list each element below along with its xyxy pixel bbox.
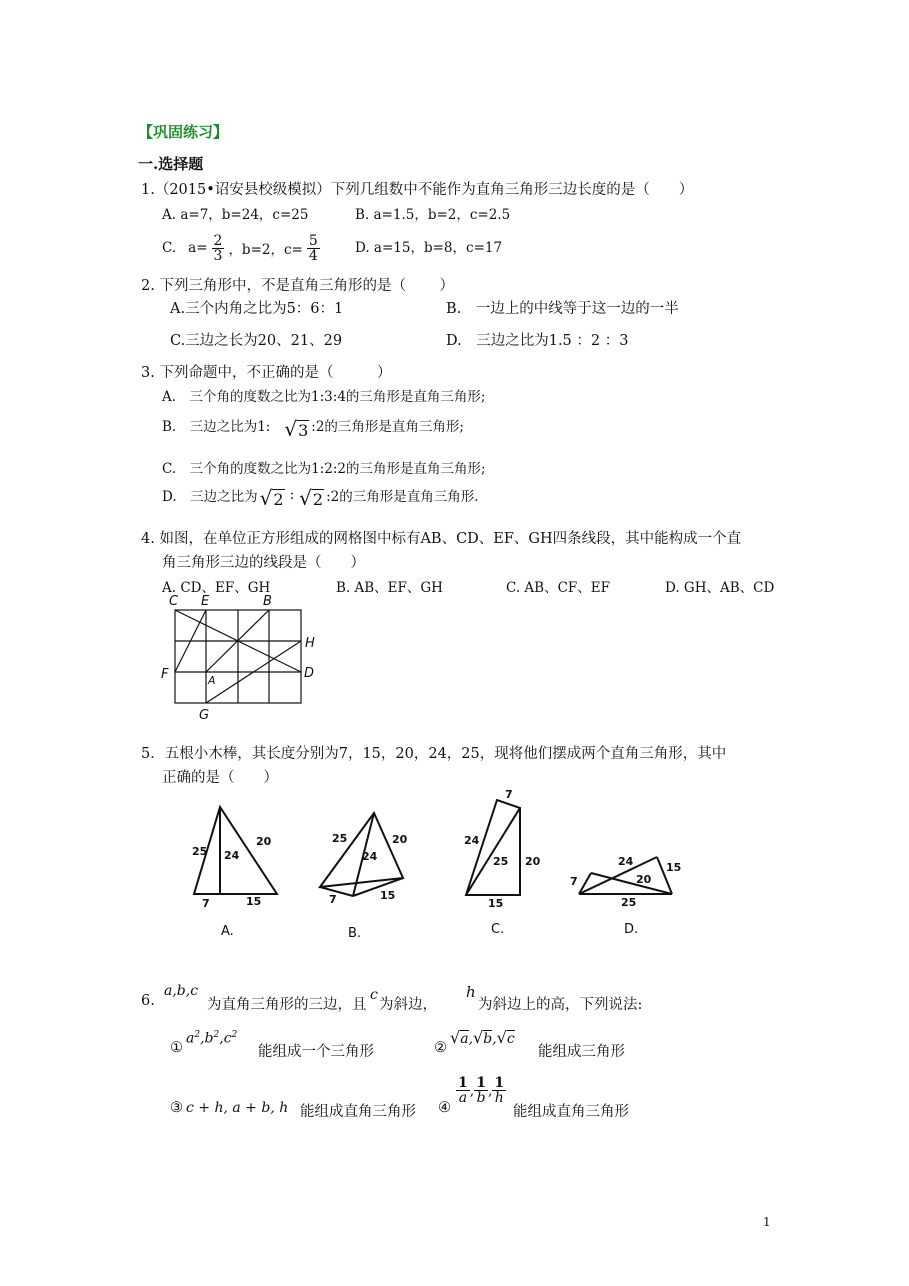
q5-figures	[180, 785, 720, 945]
q1-c-fraction-c-num: 5	[308, 232, 318, 249]
q5-stem-line2: 正确的是（ ）	[162, 770, 278, 786]
label-a: A	[208, 674, 216, 687]
q1-option-c	[162, 228, 320, 268]
fig-b-15: 15	[380, 889, 396, 902]
fig-d-7: 7	[570, 875, 578, 888]
caption-d: D.	[624, 922, 639, 937]
caption-c: C.	[491, 922, 505, 937]
label-c: C	[169, 594, 179, 609]
q6-s4-mark: ④	[438, 1100, 451, 1116]
fig-a-25: 25	[192, 845, 208, 858]
q6-s1-text: 能组成一个三角形	[258, 1044, 374, 1060]
fig-b-25: 25	[332, 832, 348, 845]
q6-s4-expr: $\frac{1}{a}$ , $\frac{1}{b}$ , $\frac{1}{h}$	[458, 1075, 505, 1106]
q1-c-fraction-c-den: 4	[308, 247, 318, 264]
q6-s3-mark: ③	[170, 1100, 183, 1116]
fig-d-24: 24	[618, 855, 634, 868]
q3-option-b	[162, 408, 464, 442]
q2-option-b: B. 一边上的中线等于这一边的一半	[446, 301, 679, 317]
q3-stem: 3. 下列命题中，不正确的是（ ）	[141, 365, 392, 381]
q1-c-fraction-c	[307, 234, 320, 263]
q3-option-c: C. 三个角的度数之比为1:2:2的三角形是直角三角形;	[162, 461, 486, 477]
fig-c-25: 25	[493, 855, 509, 868]
q3-option-d	[162, 478, 479, 512]
q6-s3-expr: c + h, a + b, h	[186, 1100, 289, 1116]
q6-s1-expr: $a^2,b^2,c^2$	[186, 1030, 238, 1047]
label-f: F	[161, 667, 169, 682]
q4-grid-figure	[155, 590, 330, 725]
q4-stem-line1: 4. 如图，在单位正方形组成的网格图中标有AB、CD、EF、GH四条线段，其中能构成一个直	[141, 531, 742, 547]
q1-stem: 1.（2015•诏安县校级模拟）下列几组数中不能作为直角三角形三边长度的是（ ）	[141, 182, 694, 198]
q4-option-b: B. AB、EF、GH	[336, 580, 443, 596]
q1-c-fraction-a-den: 3	[213, 247, 223, 264]
q6-s2-expr: √a,√b,√c	[450, 1028, 515, 1047]
q3-d-sqrt1-rad: 2	[273, 490, 284, 509]
fig-a-7: 7	[202, 897, 210, 910]
part-title: 一.选择题	[138, 155, 204, 173]
q1-c-a: a=	[188, 240, 208, 256]
fig-b-7: 7	[329, 893, 337, 906]
fig-c-24: 24	[464, 834, 480, 847]
q6-s4-text: 能组成直角三角形	[513, 1104, 629, 1120]
q2-option-a: A.三个内角之比为5：6：1	[170, 301, 344, 317]
q6-h: h	[466, 983, 476, 1001]
q6-c: c	[370, 987, 378, 1003]
q6-text2: 为斜边，	[379, 997, 437, 1013]
fig-b-20: 20	[392, 833, 408, 846]
q6-s1-mark: ①	[170, 1040, 183, 1056]
q1-c-b: ，b=2，c=	[228, 242, 303, 258]
q3-option-a: A. 三个角的度数之比为1:3:4的三角形是直角三角形;	[162, 389, 486, 405]
fig-d-20: 20	[636, 873, 652, 886]
q3-d-suffix: :2的三角形是直角三角形.	[326, 489, 479, 505]
q6-s3-text: 能组成直角三角形	[300, 1104, 416, 1120]
q6-s4-frac-h: $\frac{1}{h}$	[494, 1075, 505, 1106]
q3-d-prefix: D. 三边之比为	[162, 489, 258, 505]
q6-s4-frac-a: $\frac{1}{a}$	[458, 1075, 468, 1106]
q4-option-d: D. GH、AB、CD	[665, 580, 775, 596]
fig-c-20: 20	[525, 855, 541, 868]
q4-option-c: C. AB、CF、EF	[506, 580, 611, 596]
q2-option-c: C.三边之长为20、21、29	[170, 333, 343, 349]
q3-d-sqrt2: √2	[299, 486, 324, 510]
q2-option-d: D. 三边之比为1.5 ：2 ：3	[446, 333, 629, 349]
q4-option-a: A. CD、EF、GH	[162, 580, 271, 596]
fig-d-25: 25	[621, 896, 637, 909]
q3-b-suffix: :2的三角形是直角三角形;	[311, 419, 464, 435]
q3-b-prefix: B. 三边之比为1:	[162, 419, 271, 435]
fig-a-24: 24	[224, 849, 240, 862]
q6-vars: a,b,c	[164, 983, 199, 999]
q3-d-colon: :	[289, 487, 295, 503]
q6-number: 6.	[141, 993, 155, 1009]
fig-a-20: 20	[256, 835, 272, 848]
q6-s2-text: 能组成三角形	[538, 1044, 625, 1060]
label-d: D	[304, 666, 315, 681]
caption-a: A.	[221, 924, 234, 939]
q3-d-sqrt2-rad: 2	[312, 490, 324, 509]
q3-b-sqrt-rad: 3	[298, 421, 309, 440]
fig-b-24: 24	[362, 850, 378, 863]
q1-option-a: A. a=7，b=24，c=25	[162, 207, 309, 223]
q3-d-sqrt1: √2	[259, 486, 284, 510]
label-h: H	[305, 636, 315, 651]
q2-stem: 2. 下列三角形中，不是直角三角形的是（ ）	[141, 278, 455, 294]
page-number: 1	[763, 1215, 771, 1229]
label-g: G	[199, 708, 210, 723]
q4-stem-line2: 角三角形三边的线段是（ ）	[162, 555, 365, 571]
caption-b: B.	[348, 926, 362, 941]
q6-text1: 为直角三角形的三边，且	[207, 997, 367, 1013]
q1-option-c-label: C.	[162, 240, 177, 256]
q1-option-d: D. a=15，b=8，c=17	[355, 240, 503, 256]
fig-c-15: 15	[488, 897, 504, 910]
label-e: E	[201, 594, 210, 609]
section-title: 【巩固练习】	[138, 123, 229, 141]
q1-c-fraction-a	[212, 234, 225, 263]
fig-c-7: 7	[505, 788, 513, 801]
q1-option-b: B. a=1.5，b=2，c=2.5	[355, 207, 511, 223]
figure-c-diagonal	[466, 808, 520, 895]
fig-d-15: 15	[666, 861, 682, 874]
fig-a-15: 15	[246, 895, 262, 908]
q6-s4-frac-b: $\frac{1}{b}$	[476, 1075, 486, 1106]
grid-lines	[175, 610, 301, 703]
q6-text3: 为斜边上的高，下列说法:	[478, 997, 643, 1013]
q3-b-sqrt: √3	[284, 417, 309, 441]
q1-c-fraction-a-num: 2	[213, 232, 223, 249]
q5-stem-line1: 5．五根小木棒，其长度分别为7，15，20，24，25，现将他们摆成两个直角三角形，其中	[141, 746, 727, 762]
q6-s2-mark: ②	[434, 1040, 447, 1056]
label-b: B	[263, 594, 272, 609]
